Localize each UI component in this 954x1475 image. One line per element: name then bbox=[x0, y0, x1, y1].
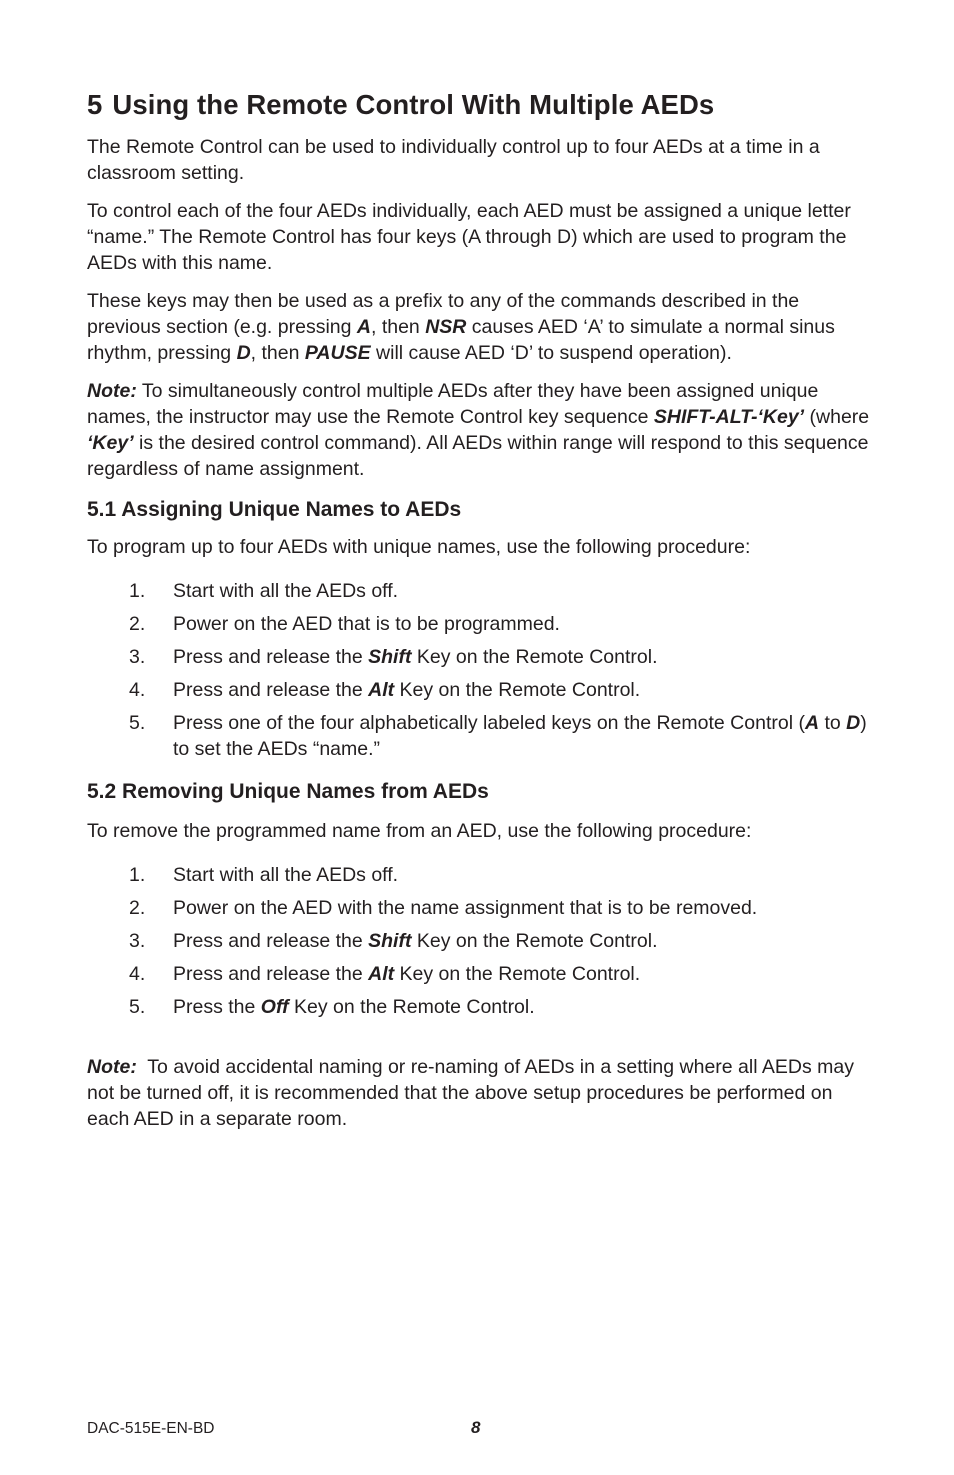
paragraph-prefix bbox=[87, 288, 877, 366]
list-item bbox=[87, 994, 877, 1020]
step-text: Key on the Remote Control. bbox=[288, 996, 535, 1018]
step-text: Start with all the AEDs off. bbox=[173, 580, 399, 602]
section-title: Using the Remote Control With Multiple AEDs bbox=[112, 89, 715, 120]
text-run: To simultaneously control multiple AEDs after they have been assigned unique names, the instructor may use the Remote Control key sequence bbox=[87, 380, 819, 428]
text-run: These keys may then be used as a prefix to any of the commands described in the previous section (e.g. pressing bbox=[87, 290, 800, 338]
text-run: (where bbox=[804, 406, 870, 428]
key-label: Alt bbox=[368, 963, 395, 985]
paragraph-intro: The Remote Control can be used to individually control up to four AEDs at a time in a classroom setting. bbox=[87, 136, 820, 184]
note-simultaneous bbox=[87, 378, 877, 482]
list-item bbox=[87, 928, 877, 954]
step-number: 2. bbox=[129, 897, 146, 919]
list-item bbox=[87, 644, 877, 670]
step-text: to bbox=[819, 712, 847, 734]
key-label: ‘Key’ bbox=[87, 432, 134, 454]
step-number: 4. bbox=[129, 963, 146, 985]
key-label: NSR bbox=[425, 316, 467, 338]
key-label: Off bbox=[260, 996, 289, 1018]
key-label: D bbox=[236, 342, 251, 364]
key-label: PAUSE bbox=[304, 342, 371, 364]
page-title bbox=[87, 86, 877, 124]
step-number: 3. bbox=[129, 930, 146, 952]
step-text: Press and release the bbox=[173, 963, 369, 985]
step-text: Key on the Remote Control. bbox=[411, 646, 658, 668]
step-number: 1. bbox=[129, 580, 146, 602]
section-intro-removing: To remove the programmed name from an AED, use the following procedure: bbox=[87, 820, 752, 842]
section-heading-assigning: 5.1 Assigning Unique Names to AEDs bbox=[87, 498, 462, 521]
key-label: D bbox=[846, 712, 861, 734]
step-number: 4. bbox=[129, 679, 146, 701]
document-code: DAC-515E-EN-BD bbox=[87, 1420, 215, 1437]
note-separate-room bbox=[87, 1054, 877, 1132]
list-item bbox=[87, 578, 877, 604]
step-number: 2. bbox=[129, 613, 146, 635]
list-item bbox=[87, 710, 877, 762]
section-heading-removing: 5.2 Removing Unique Names from AEDs bbox=[87, 780, 489, 803]
page-content bbox=[87, 86, 877, 1132]
list-item bbox=[87, 961, 877, 987]
key-label: A bbox=[804, 712, 820, 734]
step-number: 1. bbox=[129, 864, 146, 886]
step-text: Press one of the four alphabetically labeled keys on the Remote Control ( bbox=[173, 712, 805, 734]
key-label: Alt bbox=[368, 679, 395, 701]
list-item bbox=[87, 611, 877, 637]
step-text: Key on the Remote Control. bbox=[394, 679, 641, 701]
step-number: 5. bbox=[129, 996, 146, 1018]
section-number: 5 bbox=[87, 89, 103, 120]
step-text: Press and release the bbox=[173, 646, 369, 668]
text-run: will cause AED ‘D’ to suspend operation). bbox=[370, 342, 732, 364]
step-text: Key on the Remote Control. bbox=[411, 930, 658, 952]
text-run: , then bbox=[370, 316, 426, 338]
steps-list-assigning bbox=[87, 578, 877, 762]
text-run: is the desired control command). All AEDs within range will respond to this sequence regardless of name assignment. bbox=[87, 432, 869, 480]
section-intro-assigning: To program up to four AEDs with unique names, use the following procedure: bbox=[87, 536, 751, 558]
step-text: Press and release the bbox=[173, 930, 369, 952]
key-label: A bbox=[356, 316, 371, 338]
step-text: Key on the Remote Control. bbox=[394, 963, 641, 985]
text-run: causes AED ‘A’ to simulate a normal sinus rhythm, pressing bbox=[87, 316, 835, 364]
text-run: To avoid accidental naming or re-naming of AEDs in a setting where all AEDs may not be turned off, it is recommended that the above setup procedures be performed on each AED in a separate room. bbox=[87, 1056, 860, 1130]
step-text: Press and release the bbox=[173, 679, 369, 701]
note-label: Note: bbox=[87, 1056, 137, 1078]
paragraph-naming: To control each of the four AEDs individually, each AED must be assigned a unique letter “name.” The Remote Control has four keys (A through D) which are used to program the AEDs with this name. bbox=[87, 200, 851, 274]
step-text: Press the bbox=[173, 996, 261, 1018]
list-item bbox=[87, 677, 877, 703]
key-label: Shift bbox=[368, 646, 412, 668]
step-text: ) to set the AEDs “name.” bbox=[173, 712, 867, 760]
step-text: Power on the AED that is to be programmed. bbox=[173, 613, 560, 635]
note-label: Note: bbox=[87, 380, 137, 402]
key-label: SHIFT-ALT-‘Key’ bbox=[653, 406, 805, 428]
list-item bbox=[87, 895, 877, 921]
step-number: 3. bbox=[129, 646, 146, 668]
key-label: Shift bbox=[368, 930, 412, 952]
steps-list-removing bbox=[87, 862, 877, 1020]
page-number: 8 bbox=[471, 1418, 481, 1437]
text-run: , then bbox=[250, 342, 305, 364]
step-number: 5. bbox=[129, 712, 146, 734]
step-text: Start with all the AEDs off. bbox=[173, 864, 399, 886]
step-text: Power on the AED with the name assignment that is to be removed. bbox=[173, 897, 758, 919]
list-item bbox=[87, 862, 877, 888]
